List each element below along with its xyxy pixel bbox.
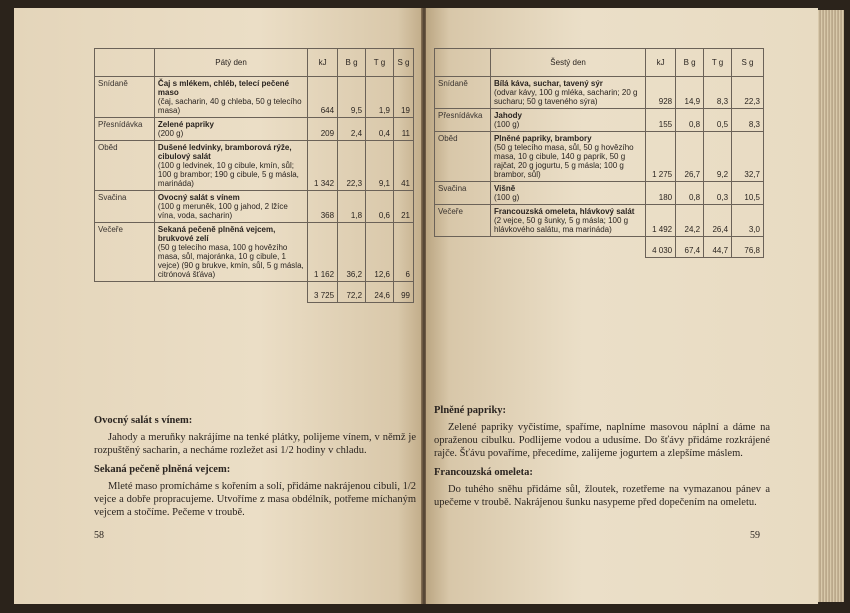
sugar-value: 3,0 <box>732 205 764 237</box>
kj-value: 644 <box>308 77 338 118</box>
kj-value: 1 492 <box>646 205 676 237</box>
fat-value: 0,5 <box>704 109 732 132</box>
recipe-text: Mleté maso promícháme s kořením a solí, přidáme nakrájenou cibuli, 1/2 vejce a dobře propracujeme. Utvoříme z masa obdélník, potřeme míchaným vejcem a stočíme. Pečeme v troubě. <box>94 481 416 518</box>
dish-cell <box>154 191 307 223</box>
protein-value: 1,8 <box>338 191 366 223</box>
sugar-value: 10,5 <box>732 182 764 205</box>
meal-row <box>435 182 764 205</box>
dish-details: (50 g telecího masa, sůl, 50 g hovězího masa, 10 g cibule, 140 g paprik, 50 g rajčat, 20 g jogurtu, 5 g másla; 100 g brambor, sůl) <box>493 143 634 179</box>
meal-row <box>95 223 414 282</box>
dish-details: (odvar kávy, 100 g mléka, sacharin; 20 g sucharu; 50 g taveného sýra) <box>493 88 638 106</box>
dish-name: Ovocný salát s vínem <box>157 193 240 202</box>
kj-value: 928 <box>646 77 676 109</box>
meal-header <box>95 49 155 77</box>
dish-name: Dušené ledvinky, bramborová rýže, cibulový salát <box>157 143 292 161</box>
total-kj: 4 030 <box>646 237 676 258</box>
meal-row <box>95 77 414 118</box>
dish-name: Višně <box>493 184 516 193</box>
protein-value: 0,8 <box>676 182 704 205</box>
recipe-text: Do tuhého sněhu přidáme sůl, žloutek, rozetřeme na vymazanou pánev a upečeme v troubě. Nakrájenou šunku nasypeme před dopečením na omeletu. <box>434 484 770 508</box>
sugar-value: 19 <box>393 77 413 118</box>
page-edges <box>818 10 844 602</box>
fat-value: 8,3 <box>704 77 732 109</box>
dish-name: Zelené papriky <box>157 120 214 129</box>
day-header: Pátý den <box>154 49 307 77</box>
meal-row <box>435 77 764 109</box>
meal-name: Snídaně <box>435 77 491 109</box>
recipe-title: Ovocný salát s vínem: <box>94 415 193 426</box>
dish-cell <box>490 132 645 182</box>
dish-details: (100 g ledvinek, 10 g cibule, kmín, sůl; 100 g brambor; 190 g cibule, 5 g másla, marináda) <box>157 161 299 188</box>
page-number: 58 <box>94 530 104 541</box>
recipe-title: Plněné papriky: <box>434 405 507 416</box>
total-b: 72,2 <box>338 282 366 303</box>
dish-cell <box>490 182 645 205</box>
dish-cell <box>154 118 307 141</box>
dish-details: (50 g telecího masa, 100 g hovězího masa, sůl, majoránka, 10 g cibule, 1 vejce) (90 g brukve, kmín, sůl, 5 g másla, citrónová šťáva) <box>157 243 304 279</box>
total-t: 44,7 <box>704 237 732 258</box>
totals-row <box>95 282 414 303</box>
sugar-value: 32,7 <box>732 132 764 182</box>
left-recipes <box>94 414 416 525</box>
fat-header: T g <box>704 49 732 77</box>
dish-details: (200 g) <box>157 129 184 138</box>
dish-cell <box>490 77 645 109</box>
dish-cell <box>490 205 645 237</box>
page-number: 59 <box>750 530 760 541</box>
dish-name: Čaj s mlékem, chléb, telecí pečené maso <box>157 79 290 97</box>
fat-value: 0,3 <box>704 182 732 205</box>
meal-row <box>95 118 414 141</box>
sugar-value: 8,3 <box>732 109 764 132</box>
total-b: 67,4 <box>676 237 704 258</box>
protein-value: 9,5 <box>338 77 366 118</box>
meal-row <box>435 205 764 237</box>
kj-value: 368 <box>308 191 338 223</box>
dish-name: Jahody <box>493 111 522 120</box>
dish-name: Sekaná pečeně plněná vejcem, brukvové zelí <box>157 225 276 243</box>
day-six-table <box>434 48 764 258</box>
right-page <box>426 8 818 604</box>
total-s: 76,8 <box>732 237 764 258</box>
kj-value: 209 <box>308 118 338 141</box>
day-header: Šestý den <box>490 49 645 77</box>
right-recipes <box>434 404 770 515</box>
recipe-title: Francouzská omeleta: <box>434 467 533 478</box>
totals-spacer <box>435 237 646 258</box>
sugar-value: 22,3 <box>732 77 764 109</box>
dish-cell <box>490 109 645 132</box>
protein-value: 14,9 <box>676 77 704 109</box>
protein-header: B g <box>338 49 366 77</box>
meal-name: Svačina <box>95 191 155 223</box>
totals-spacer <box>95 282 308 303</box>
protein-value: 36,2 <box>338 223 366 282</box>
dish-cell <box>154 141 307 191</box>
recipe-text: Jahody a meruňky nakrájíme na tenké plátky, polijeme vínem, v němž je rozpuštěný sacharin, a necháme rozležet asi 1/2 hodiny v chladu. <box>94 432 416 456</box>
sugar-header: S g <box>732 49 764 77</box>
dish-details: (100 g) <box>493 120 520 129</box>
kj-value: 155 <box>646 109 676 132</box>
dish-details: (čaj, sacharin, 40 g chleba, 50 g telecího masa) <box>157 97 302 115</box>
dish-details: (100 g meruněk, 100 g jahod, 2 lžíce vína, voda, sacharin) <box>157 202 288 220</box>
meal-row <box>435 109 764 132</box>
meal-header <box>435 49 491 77</box>
meal-row <box>435 132 764 182</box>
kj-value: 1 342 <box>308 141 338 191</box>
meal-name: Přesnídávka <box>95 118 155 141</box>
dish-name: Francouzská omeleta, hlávkový salát <box>493 207 635 216</box>
left-page <box>14 8 422 604</box>
kj-value: 1 162 <box>308 223 338 282</box>
sugar-value: 21 <box>393 191 413 223</box>
fat-value: 0,4 <box>366 118 394 141</box>
day-five-table <box>94 48 414 303</box>
meal-row <box>95 191 414 223</box>
meal-name: Přesnídávka <box>435 109 491 132</box>
meal-name: Snídaně <box>95 77 155 118</box>
fat-header: T g <box>366 49 394 77</box>
protein-value: 0,8 <box>676 109 704 132</box>
protein-value: 2,4 <box>338 118 366 141</box>
sugar-value: 11 <box>393 118 413 141</box>
fat-value: 12,6 <box>366 223 394 282</box>
kj-value: 1 275 <box>646 132 676 182</box>
dish-details: (100 g) <box>493 193 520 202</box>
total-t: 24,6 <box>366 282 394 303</box>
fat-value: 0,6 <box>366 191 394 223</box>
kj-header: kJ <box>308 49 338 77</box>
meal-name: Večeře <box>435 205 491 237</box>
dish-name: Bílá káva, suchar, tavený sýr <box>493 79 603 88</box>
dish-name: Plněné papriky, brambory <box>493 134 592 143</box>
protein-value: 22,3 <box>338 141 366 191</box>
totals-row <box>435 237 764 258</box>
total-kj: 3 725 <box>308 282 338 303</box>
protein-header: B g <box>676 49 704 77</box>
protein-value: 26,7 <box>676 132 704 182</box>
dish-details: (2 vejce, 50 g šunky, 5 g másla; 100 g hlávkového salátu, ma marináda) <box>493 216 629 234</box>
recipe-title: Sekaná pečeně plněná vejcem: <box>94 464 231 475</box>
fat-value: 9,1 <box>366 141 394 191</box>
dish-cell <box>154 223 307 282</box>
kj-header: kJ <box>646 49 676 77</box>
meal-name: Večeře <box>95 223 155 282</box>
sugar-value: 6 <box>393 223 413 282</box>
protein-value: 24,2 <box>676 205 704 237</box>
sugar-header: S g <box>393 49 413 77</box>
fat-value: 1,9 <box>366 77 394 118</box>
kj-value: 180 <box>646 182 676 205</box>
total-s: 99 <box>393 282 413 303</box>
meal-name: Oběd <box>435 132 491 182</box>
fat-value: 26,4 <box>704 205 732 237</box>
recipe-text: Zelené papriky vyčistíme, spaříme, naplníme masovou náplní a dáme na opraženou cibulku. Podlijeme vodou a udusíme. Do šťávy přidáme rozkrájené rajče. Šťávu povaříme, přecedíme, zalijeme jogurtem a zlepšíme máslem. <box>434 422 770 459</box>
fat-value: 9,2 <box>704 132 732 182</box>
dish-cell <box>154 77 307 118</box>
sugar-value: 41 <box>393 141 413 191</box>
meal-name: Oběd <box>95 141 155 191</box>
meal-row <box>95 141 414 191</box>
meal-name: Svačina <box>435 182 491 205</box>
